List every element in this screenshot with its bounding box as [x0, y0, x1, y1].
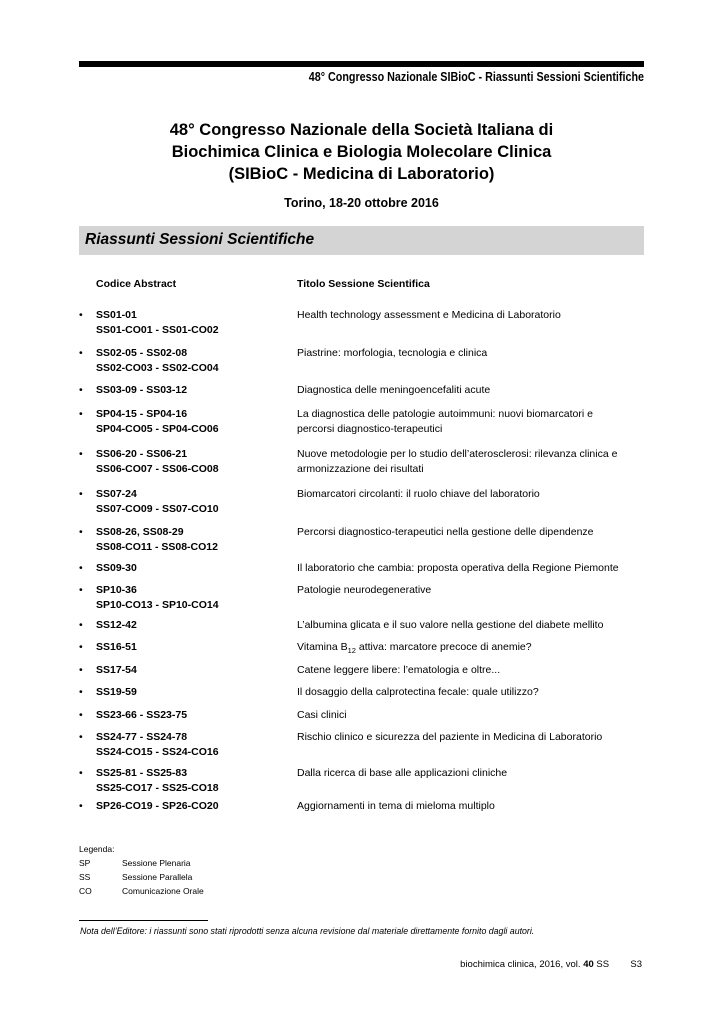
session-code-co: SS01-CO01 - SS01-CO02: [96, 324, 219, 336]
session-title: Health technology assessment e Medicina di Laboratorio: [297, 309, 561, 321]
session-code-co: SS07-CO09 - SS07-CO10: [96, 503, 219, 515]
session-code: SS25-81 - SS25-83: [96, 767, 188, 779]
footer-journal: biochimica clinica, 2016, vol.: [460, 959, 581, 970]
session-title: Vitamina $B_{12}$ attiva: marcatore precoce di anemie?: [297, 641, 532, 656]
legend-desc: Comunicazione Orale: [122, 886, 204, 896]
session-codes: [96, 640, 137, 655]
legend-desc: Sessione Parallela: [122, 872, 193, 882]
legend-abbr: SP: [79, 858, 91, 868]
session-code: SS23-66 - SS23-75: [96, 709, 188, 721]
section-banner: [79, 226, 644, 255]
session-code: SS12-42: [96, 619, 137, 631]
session-code-co: SS24-CO15 - SS24-CO16: [96, 746, 219, 758]
session-codes: [96, 730, 219, 760]
session-title: Catene leggere libere: l’ematologia e oltre...: [297, 664, 501, 676]
session-code: SS09-30: [96, 562, 137, 574]
bullet: •: [79, 686, 83, 698]
bullet: •: [79, 619, 83, 631]
session-codes: [96, 308, 219, 338]
session-code: SS19-59: [96, 686, 137, 698]
page-subtitle: Torino, 18-20 ottobre 2016: [284, 196, 439, 210]
running-header: 48° Congresso Nazionale SIBioC - Riassunti Sessioni Scientifiche: [308, 70, 644, 84]
session-codes: [96, 766, 219, 796]
legend-desc: Sessione Plenaria: [122, 858, 191, 868]
session-codes: [96, 447, 219, 477]
session-title: Rischio clinico e sicurezza del paziente in Medicina di Laboratorio: [297, 731, 603, 743]
column-header-title: Titolo Sessione Scientifica: [297, 278, 430, 290]
bullet: •: [79, 488, 83, 500]
session-title: Casi clinici: [297, 709, 347, 721]
legend-item: [79, 870, 193, 884]
session-codes: [96, 799, 219, 814]
session-code-co: SS08-CO11 - SS08-CO12: [96, 541, 218, 553]
session-codes: [96, 618, 137, 633]
legend-abbr: SS: [79, 872, 91, 882]
session-title: La diagnostica delle patologie autoimmuni: nuovi biomarcatori e percorsi diagnostico-terapeutici: [297, 408, 593, 435]
session-codes: [96, 407, 219, 437]
session-code: SS01-01: [96, 309, 137, 321]
bullet: •: [79, 309, 83, 321]
session-title: L’albumina glicata e il suo valore nella gestione del diabete mellito: [297, 619, 604, 631]
session-code: SS02-05 - SS02-08: [96, 347, 188, 359]
bullet: •: [79, 526, 83, 538]
bullet: •: [79, 641, 83, 653]
title-line-2: Biochimica Clinica e Biologia Molecolare Clinica: [171, 143, 552, 161]
footer-page-number: S3: [630, 959, 642, 970]
title-line-3: (SIBioC - Medicina di Laboratorio): [228, 165, 495, 183]
session-title: Nuove metodologie per lo studio dell’aterosclerosi: rilevanza clinica e armonizzazione dei risultati: [297, 448, 618, 475]
footer-suffix: SS: [596, 959, 610, 970]
session-code: SS24-77 - SS24-78: [96, 731, 188, 743]
session-title: Patologie neurodegenerative: [297, 584, 432, 596]
session-code-co: SS02-CO03 - SS02-CO04: [96, 362, 219, 374]
title-line-1: 48° Congresso Nazionale della Società Italiana di: [169, 121, 554, 139]
session-codes: [96, 708, 187, 723]
legend-item: [79, 856, 191, 870]
session-codes: [96, 487, 219, 517]
bullet: •: [79, 709, 83, 721]
bullet: •: [79, 408, 83, 420]
session-codes: [96, 383, 187, 398]
bullet: •: [79, 347, 83, 359]
header-rule: [79, 61, 644, 67]
legend: [79, 842, 204, 898]
session-title: Aggiornamenti in tema di mieloma multiplo: [297, 800, 495, 812]
bullet: •: [79, 800, 83, 812]
session-title: Il laboratorio che cambia: proposta operativa della Regione Piemonte: [297, 562, 619, 574]
session-code: SS07-24: [96, 488, 137, 500]
session-code: SS16-51: [96, 641, 137, 653]
session-code: SS08-26, SS08-29: [96, 526, 184, 538]
session-code-co: SS25-CO17 - SS25-CO18: [96, 782, 219, 794]
session-code-co: SP04-CO05 - SP04-CO06: [96, 423, 219, 435]
session-codes: [96, 561, 137, 576]
bullet: •: [79, 664, 83, 676]
bullet: •: [79, 767, 83, 779]
session-title: Dalla ricerca di base alle applicazioni cliniche: [297, 767, 508, 779]
bullet: •: [79, 562, 83, 574]
footnote-rule: [79, 920, 208, 921]
bullet: •: [79, 448, 83, 460]
session-title: Biomarcatori circolanti: il ruolo chiave del laboratorio: [297, 488, 540, 500]
page-footer: [460, 959, 642, 970]
session-code-co: SS06-CO07 - SS06-CO08: [96, 463, 219, 475]
editor-note: Nota dell’Editore: i riassunti sono stati riprodotti senza alcuna revisione dal materiale direttamente fornito dagli autori.: [80, 926, 535, 936]
bullet: •: [79, 584, 83, 596]
session-title: Percorsi diagnostico-terapeutici nella gestione delle dipendenze: [297, 526, 594, 538]
session-code: SP04-15 - SP04-16: [96, 408, 188, 420]
bullet: •: [79, 731, 83, 743]
bullet: •: [79, 384, 83, 396]
legend-abbr: CO: [79, 886, 92, 896]
section-title: Riassunti Sessioni Scientifiche: [85, 231, 315, 248]
session-title: Diagnostica delle meningoencefaliti acute: [297, 384, 491, 396]
column-header-code: Codice Abstract: [96, 278, 177, 290]
session-code: SP10-36: [96, 584, 137, 596]
session-title: Il dosaggio della calprotectina fecale: quale utilizzo?: [297, 686, 539, 698]
session-code: SP26-CO19 - SP26-CO20: [96, 800, 219, 812]
session-codes: [96, 685, 137, 700]
session-code: SS17-54: [96, 664, 137, 676]
session-code: SS06-20 - SS06-21: [96, 448, 188, 460]
session-codes: [96, 346, 219, 376]
session-code: SS03-09 - SS03-12: [96, 384, 188, 396]
session-title: Piastrine: morfologia, tecnologia e clinica: [297, 347, 488, 359]
session-codes: [96, 583, 219, 613]
session-codes: [96, 663, 137, 678]
session-codes: [96, 525, 218, 555]
legend-title: Legenda:: [79, 844, 115, 854]
session-code-co: SP10-CO13 - SP10-CO14: [96, 599, 219, 611]
legend-item: [79, 884, 204, 898]
footer-volume: 40: [583, 959, 594, 970]
page-title: [79, 119, 644, 185]
